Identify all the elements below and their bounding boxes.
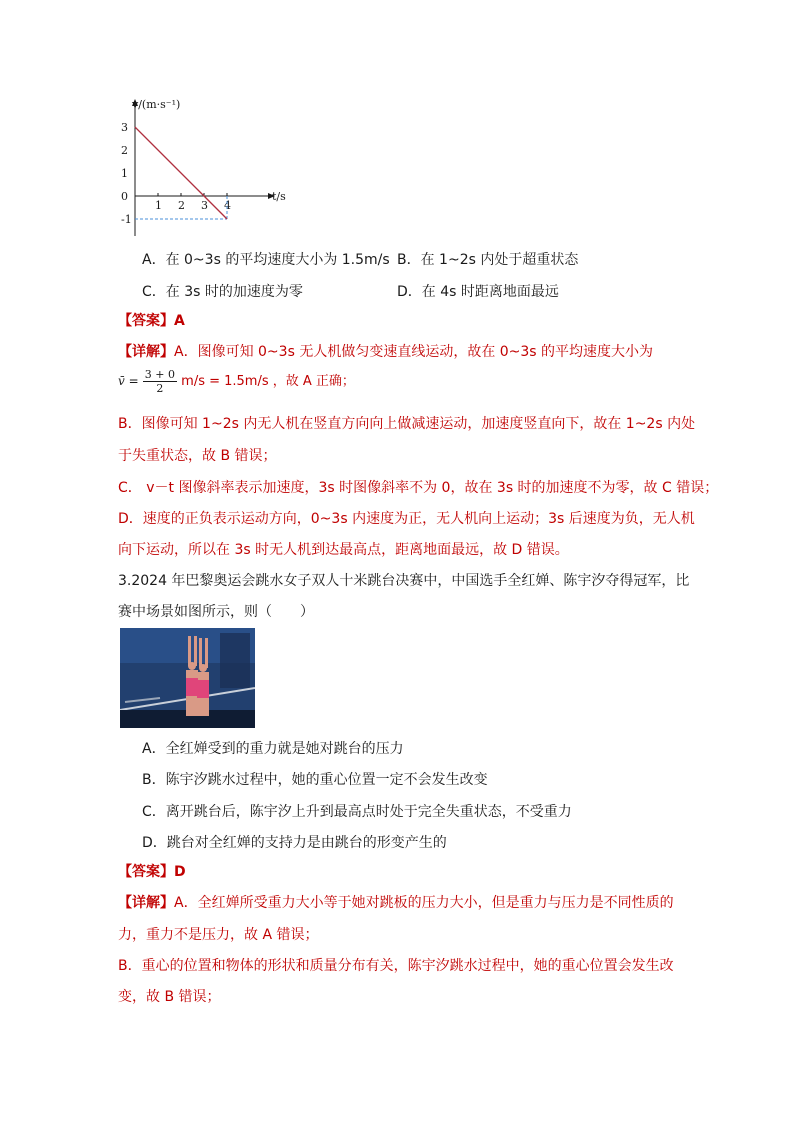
q2-formula-numerator: 3 + 0	[144, 368, 176, 381]
q3-stem-line1: 3.2024 年巴黎奥运会跳水女子双人十米跳台决赛中，中国选手全红婵、陈宇汐夺得冠军，比	[118, 573, 690, 589]
q3-answer	[118, 862, 186, 882]
x-tick-label: 4	[224, 199, 231, 212]
y-tick-label: -1	[121, 213, 132, 226]
q3-option-a: A．全红婵受到的重力就是她对跳台的压力	[142, 741, 404, 757]
q2-option-b: B．在 1~2s 内处于超重状态	[397, 252, 579, 268]
y-tick-label: 0	[121, 190, 128, 203]
diving-photo	[120, 628, 255, 728]
q3-stem-line2: 赛中场景如图所示，则（ ）	[118, 604, 314, 620]
x-axis-label: t/s	[272, 190, 286, 203]
x-tick-label: 1	[155, 199, 162, 212]
q3-option-c: C．离开跳台后，陈宇汐上升到最高点时处于完全失重状态，不受重力	[142, 804, 572, 820]
q2-detail-d-line2: 向下运动，所以在 3s 时无人机到达最高点，距离地面最远，故 D 错误。	[118, 542, 569, 558]
y-tick-label: 2	[121, 144, 128, 157]
q2-formula-denominator: 2	[156, 382, 164, 395]
q3-detail-a-text: A．全红婵所受重力大小等于她对跳板的压力大小，但是重力与压力是不同性质的	[174, 895, 674, 911]
velocity-time-graph	[115, 96, 295, 241]
q2-formula	[118, 368, 355, 395]
y-tick-labels	[121, 121, 132, 226]
q3-detail-label: 【详解】	[118, 895, 174, 911]
x-tick-label: 2	[178, 199, 185, 212]
q2-option-d: D．在 4s 时距离地面最远	[397, 284, 559, 300]
y-axis-label: v/(m·s⁻¹)	[132, 98, 181, 111]
q2-option-c: C．在 3s 时的加速度为零	[142, 284, 303, 300]
q2-detail-d-line1: D．速度的正负表示运动方向，0~3s 内速度为正，无人机向上运动；3s 后速度为负，无人机	[118, 511, 695, 527]
q3-detail-a-line1	[118, 893, 674, 913]
q2-detail-b-line1: B．图像可知 1~2s 内无人机在竖直方向向上做减速运动，加速度竖直向下，故在 1~2s 内处	[118, 416, 696, 432]
q2-detail-a-line1	[118, 342, 653, 362]
x-tick-label: 3	[201, 199, 208, 212]
y-tick-label: 3	[121, 121, 128, 134]
q3-detail-b-line2: 变，故 B 错误；	[118, 989, 221, 1005]
y-tick-label: 1	[121, 167, 128, 180]
q3-option-b: B．陈宇汐跳水过程中，她的重心位置一定不会发生改变	[142, 772, 488, 788]
q2-answer	[118, 311, 185, 331]
q2-detail-a-text: A．图像可知 0~3s 无人机做匀变速直线运动，故在 0~3s 的平均速度大小为	[174, 344, 654, 360]
q2-detail-label: 【详解】	[118, 344, 174, 360]
q3-answer-label: 【答案】	[118, 864, 174, 880]
q2-answer-label: 【答案】	[118, 313, 174, 329]
diving-photo-illustration	[120, 628, 255, 728]
q2-formula-fraction	[143, 368, 177, 395]
q3-detail-b-line1: B．重心的位置和物体的形状和质量分布有关，陈宇汐跳水过程中，她的重心位置会发生改	[118, 958, 674, 974]
q2-formula-prefix: v̄ =	[118, 374, 139, 388]
q3-answer-value: D	[174, 864, 186, 880]
q3-detail-a-line2: 力，重力不是压力，故 A 错误；	[118, 927, 319, 943]
q2-formula-suffix: m/s = 1.5m/s ，故 A 正确；	[181, 374, 355, 389]
q2-answer-value: A	[174, 313, 185, 329]
q3-option-d: D．跳台对全红婵的支持力是由跳台的形变产生的	[142, 835, 447, 851]
q2-detail-c-line1: C． v－t 图像斜率表示加速度，3s 时图像斜率不为 0，故在 3s 时的加速度不为零，故 C 错误；	[118, 480, 719, 496]
q2-detail-b-line2: 于失重状态，故 B 错误；	[118, 448, 277, 464]
q2-option-a: A．在 0~3s 的平均速度大小为 1.5m/s	[142, 252, 390, 268]
